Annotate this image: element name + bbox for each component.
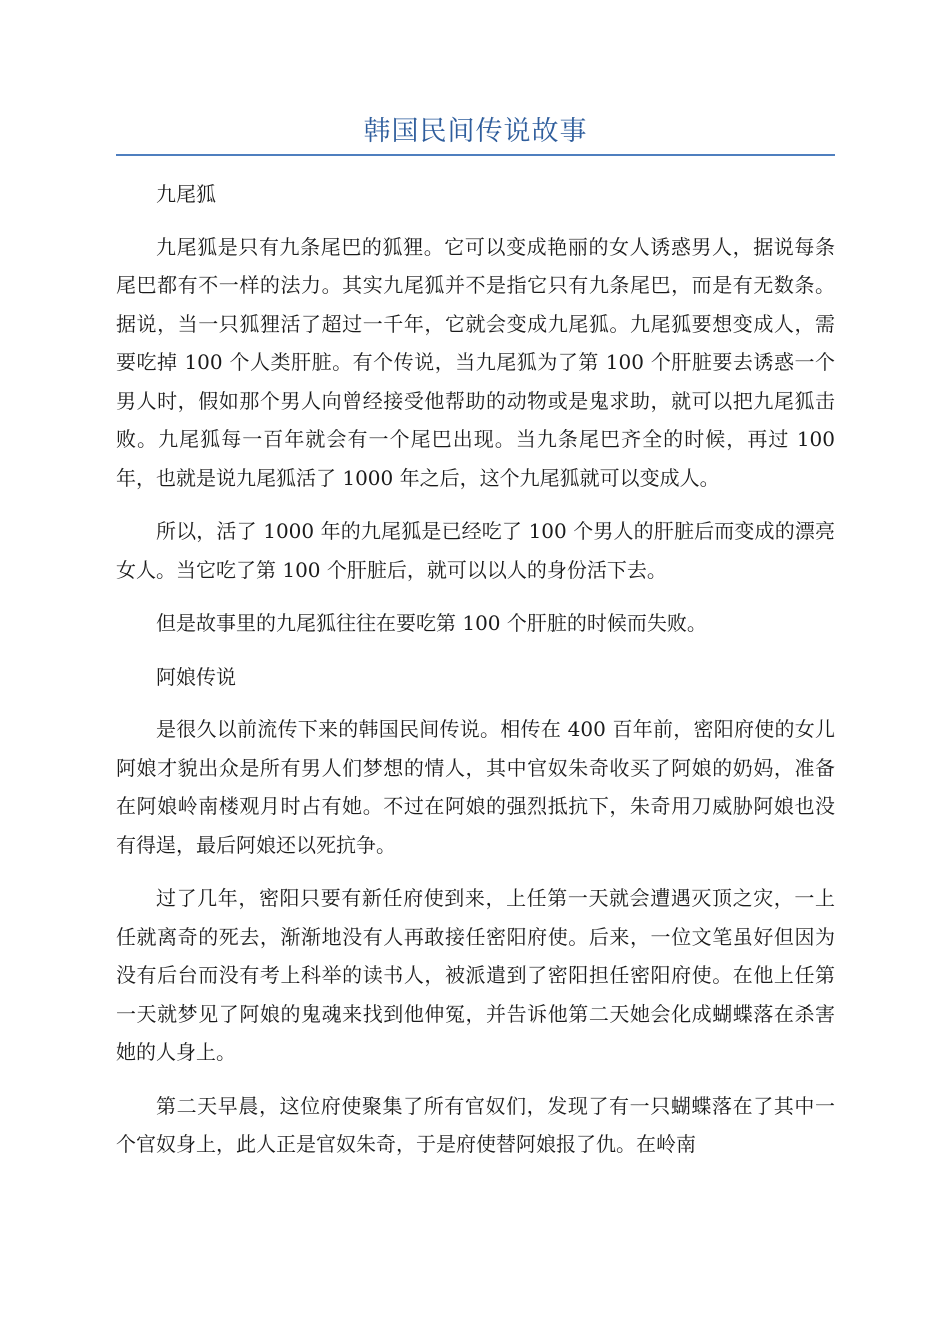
paragraph: 过了几年，密阳只要有新任府使到来，上任第一天就会遭遇灭顶之灾，一上任就离奇的死去，渐渐地没有人再敢接任密阳府使。后来，一位文笔虽好但因为没有后台而没有考上科举的读书人，被派遣到了密阳担任密阳府使。在他上任第一天就梦见了阿娘的鬼魂来找到他伸冤，并告诉他第二天她会化成蝴蝶落在杀害她的人身上。 — [116, 886, 835, 1064]
document-title: 韩国民间传说故事 — [363, 116, 588, 147]
paragraph: 所以，活了 1000 年的九尾狐是已经吃了 100 个男人的肝脏后而变成的漂亮女人。当它吃了第 100 个肝脏后，就可以以人的身份活下去。 — [116, 519, 835, 582]
paragraph: 第二天早晨，这位府使聚集了所有官奴们，发现了有一只蝴蝶落在了其中一个官奴身上，此人正是官奴朱奇，于是府使替阿娘报了仇。在岭南 — [116, 1093, 835, 1156]
paragraph: 是很久以前流传下来的韩国民间传说。相传在 400 百年前，密阳府使的女儿阿娘才貌出众是所有男人们梦想的情人，其中官奴朱奇收买了阿娘的奶妈，准备在阿娘岭南楼观月时占有她。不过在阿娘的强烈抵抗下，朱奇用刀威胁阿娘也没有得逞，最后阿娘还以死抗争。 — [116, 717, 835, 857]
paragraph: 九尾狐是只有九条尾巴的狐狸。它可以变成艳丽的女人诱惑男人，据说每条尾巴都有不一样的法力。其实九尾狐并不是指它只有九条尾巴，而是有无数条。据说，当一只狐狸活了超过一千年，它就会变成九尾狐。九尾狐要想变成人，需要吃掉 100 个人类肝脏。有个传说，当九尾狐为了第 100 个肝脏要去诱惑一个男人时，假如那个男人向曾经接受他帮助的动物或是鬼求助，就可以把九尾狐击败。九尾狐每一百年就会有一个尾巴出现。当九条尾巴齐全的时候，再过 100 年，也就是说九尾狐活了 1000 年之后，这个九尾狐就可以变成人。 — [116, 234, 835, 490]
title-underline — [116, 154, 835, 156]
paragraph: 但是故事里的九尾狐往往在要吃第 100 个肝脏的时候而失败。 — [156, 611, 707, 635]
section-heading-nine-tailed-fox: 九尾狐 — [156, 182, 216, 206]
document-body — [116, 175, 835, 1179]
section-heading-arang-legend: 阿娘传说 — [156, 664, 236, 689]
